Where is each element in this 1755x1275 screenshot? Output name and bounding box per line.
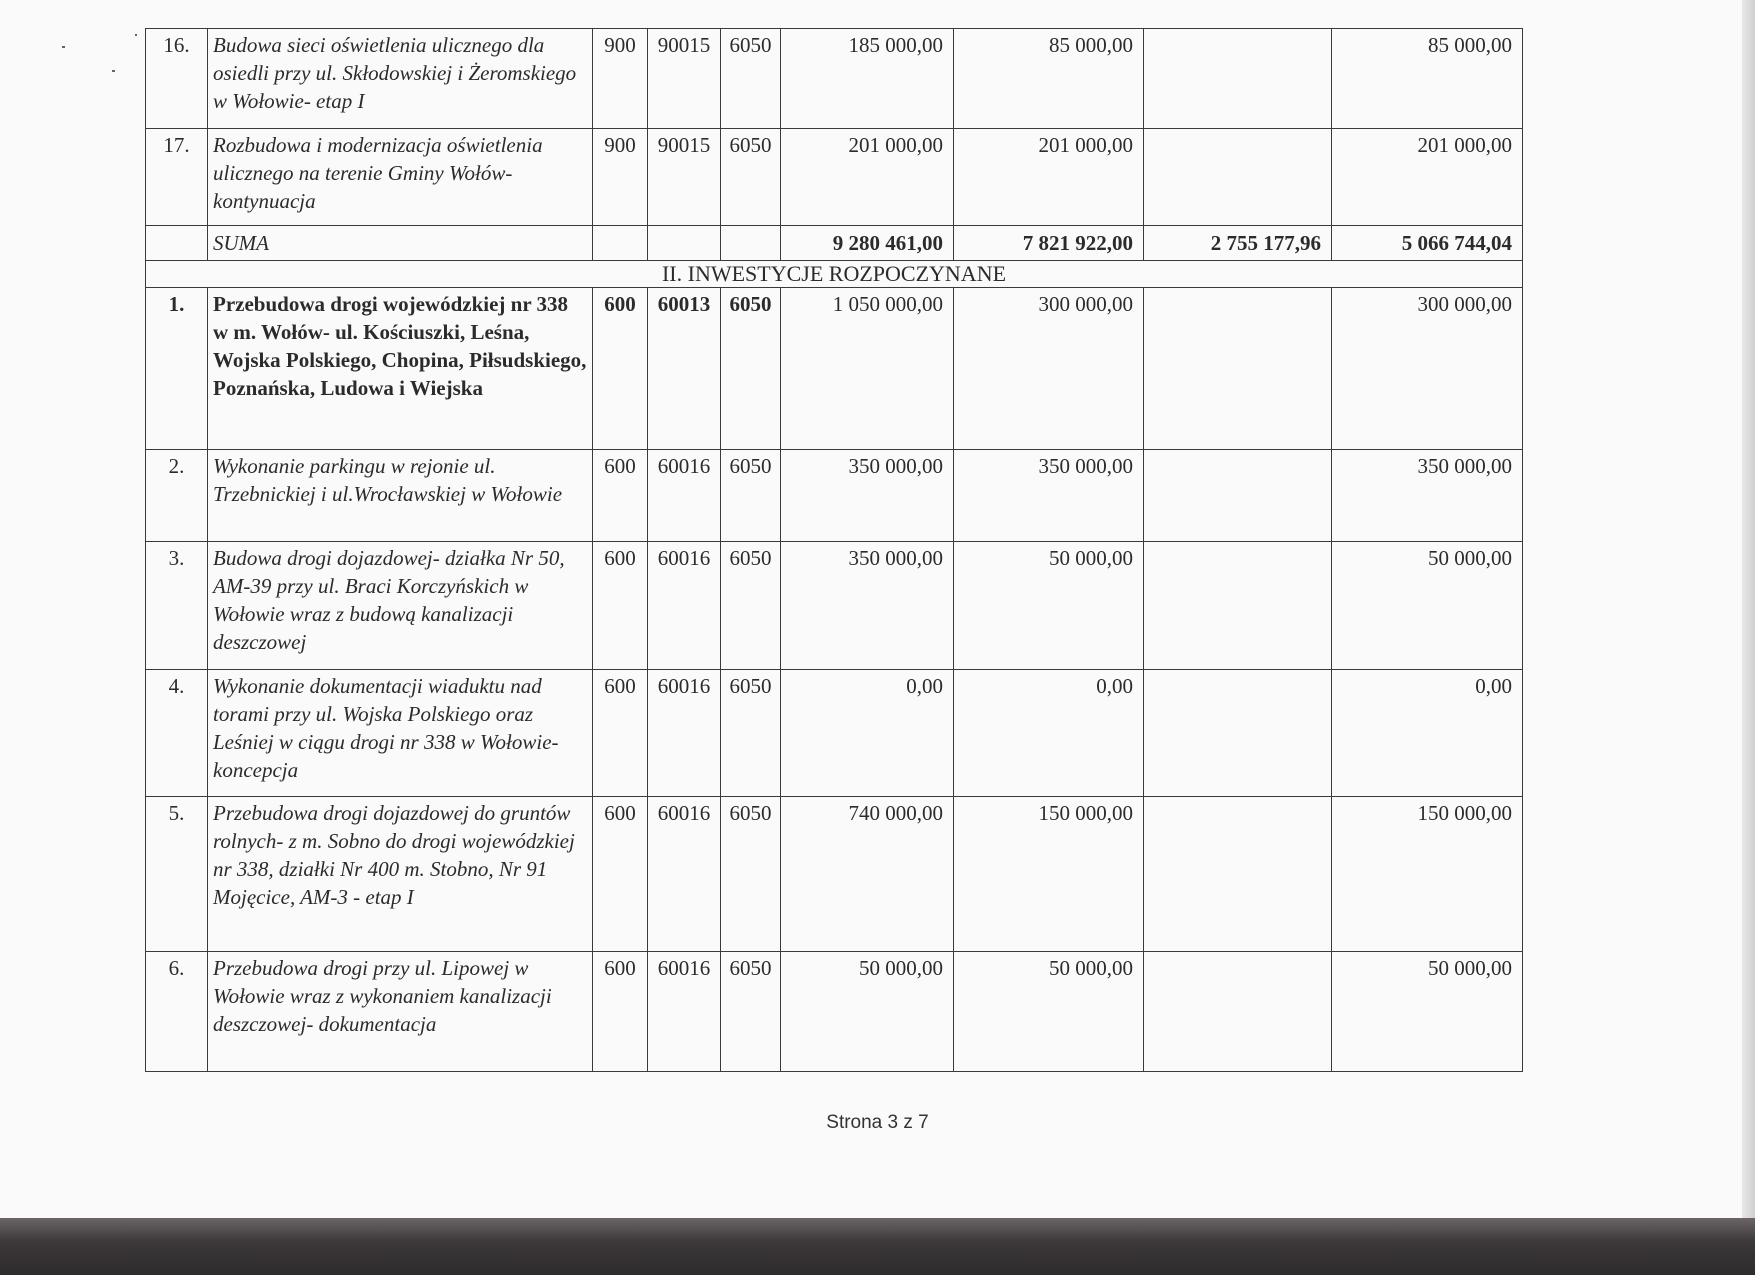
amount-cell — [1144, 670, 1332, 797]
scan-speck — [62, 46, 65, 48]
table-row — [146, 29, 1523, 129]
task-name: Przebudowa drogi dojazdowej do gruntów rolnych- z m. Sobno do drogi wojewódzkiej nr 338, działki Nr 400 m. Stobno, Nr 91 Mojęcice, AM-3 - etap I — [208, 797, 593, 952]
table-row — [146, 670, 1523, 797]
scan-speck — [135, 34, 137, 36]
table-row — [146, 450, 1523, 542]
table-body — [146, 29, 1523, 1072]
task-name: Budowa drogi dojazdowej- działka Nr 50, AM-39 przy ul. Braci Korczyńskich w Wołowie wraz z budową kanalizacji deszczowej — [208, 542, 593, 670]
row-number: 2. — [146, 450, 208, 542]
table-row — [146, 288, 1523, 450]
dzial-code: 600 — [593, 288, 648, 450]
amount-cell: 201 000,00 — [1332, 129, 1523, 226]
row-number: 5. — [146, 797, 208, 952]
amount-cell: 0,00 — [781, 670, 954, 797]
amount-cell: 85 000,00 — [1332, 29, 1523, 129]
sum-amount: 9 280 461,00 — [781, 226, 954, 261]
paragraf-code: 6050 — [721, 450, 781, 542]
row-number: 1. — [146, 288, 208, 450]
amount-cell — [1144, 288, 1332, 450]
amount-cell: 201 000,00 — [781, 129, 954, 226]
paragraf-code: 6050 — [721, 288, 781, 450]
amount-cell: 350 000,00 — [1332, 450, 1523, 542]
rozdzial-code: 60013 — [648, 288, 721, 450]
amount-cell: 350 000,00 — [781, 542, 954, 670]
empty-cell — [593, 226, 648, 261]
table-row — [146, 129, 1523, 226]
table-row — [146, 952, 1523, 1072]
amount-cell: 50 000,00 — [954, 542, 1144, 670]
amount-cell: 50 000,00 — [781, 952, 954, 1072]
empty-cell — [721, 226, 781, 261]
page-footer: Strona 3 z 7 — [826, 1112, 929, 1133]
amount-cell: 50 000,00 — [1332, 952, 1523, 1072]
investment-table — [145, 28, 1523, 1072]
amount-cell: 150 000,00 — [954, 797, 1144, 952]
paragraf-code: 6050 — [721, 542, 781, 670]
dzial-code: 600 — [593, 670, 648, 797]
row-number: 3. — [146, 542, 208, 670]
rozdzial-code: 90015 — [648, 29, 721, 129]
amount-cell: 0,00 — [954, 670, 1144, 797]
dzial-code: 600 — [593, 952, 648, 1072]
amount-cell — [1144, 129, 1332, 226]
rozdzial-code: 60016 — [648, 952, 721, 1072]
row-number: 6. — [146, 952, 208, 1072]
rozdzial-code: 90015 — [648, 129, 721, 226]
amount-cell: 150 000,00 — [1332, 797, 1523, 952]
amount-cell: 1 050 000,00 — [781, 288, 954, 450]
paragraf-code: 6050 — [721, 952, 781, 1072]
amount-cell: 300 000,00 — [1332, 288, 1523, 450]
rozdzial-code: 60016 — [648, 797, 721, 952]
paragraf-code: 6050 — [721, 670, 781, 797]
sum-label: SUMA — [208, 226, 593, 261]
dzial-code: 900 — [593, 29, 648, 129]
sum-amount: 5 066 744,04 — [1332, 226, 1523, 261]
amount-cell: 0,00 — [1332, 670, 1523, 797]
paragraf-code: 6050 — [721, 129, 781, 226]
task-name: Przebudowa drogi wojewódzkiej nr 338 w m. Wołów- ul. Kościuszki, Leśna, Wojska Polskiego, Chopina, Piłsudskiego, Poznańska, Ludowa i Wiejska — [208, 288, 593, 450]
paragraf-code: 6050 — [721, 797, 781, 952]
rozdzial-code: 60016 — [648, 542, 721, 670]
sum-amount: 2 755 177,96 — [1144, 226, 1332, 261]
section-title: II. INWESTYCJE ROZPOCZYNANE — [146, 261, 1523, 288]
scan-speck — [112, 70, 115, 72]
dzial-code: 600 — [593, 450, 648, 542]
row-number: 4. — [146, 670, 208, 797]
scanner-bed-edge — [0, 1218, 1755, 1275]
dzial-code: 600 — [593, 542, 648, 670]
sum-amount: 7 821 922,00 — [954, 226, 1144, 261]
amount-cell — [1144, 450, 1332, 542]
task-name: Budowa sieci oświetlenia ulicznego dla osiedli przy ul. Skłodowskiej i Żeromskiego w Wołowie- etap I — [208, 29, 593, 129]
amount-cell: 185 000,00 — [781, 29, 954, 129]
row-number: 16. — [146, 29, 208, 129]
amount-cell: 740 000,00 — [781, 797, 954, 952]
page-edge-shadow — [1742, 0, 1755, 1218]
table-row — [146, 797, 1523, 952]
amount-cell — [1144, 952, 1332, 1072]
paragraf-code: 6050 — [721, 29, 781, 129]
dzial-code: 600 — [593, 797, 648, 952]
amount-cell: 50 000,00 — [1332, 542, 1523, 670]
task-name: Wykonanie parkingu w rejonie ul. Trzebnickiej i ul.Wrocławskiej w Wołowie — [208, 450, 593, 542]
sum-row — [146, 226, 1523, 261]
amount-cell: 350 000,00 — [781, 450, 954, 542]
row-number: 17. — [146, 129, 208, 226]
amount-cell: 50 000,00 — [954, 952, 1144, 1072]
amount-cell: 85 000,00 — [954, 29, 1144, 129]
amount-cell: 300 000,00 — [954, 288, 1144, 450]
amount-cell — [1144, 542, 1332, 670]
task-name: Wykonanie dokumentacji wiaduktu nad torami przy ul. Wojska Polskiego oraz Leśniej w ciągu drogi nr 338 w Wołowie- koncepcja — [208, 670, 593, 797]
amount-cell: 350 000,00 — [954, 450, 1144, 542]
section-header-row — [146, 261, 1523, 288]
amount-cell: 201 000,00 — [954, 129, 1144, 226]
empty-cell — [648, 226, 721, 261]
amount-cell — [1144, 797, 1332, 952]
task-name: Przebudowa drogi przy ul. Lipowej w Wołowie wraz z wykonaniem kanalizacji deszczowej- dokumentacja — [208, 952, 593, 1072]
sum-number-cell — [146, 226, 208, 261]
task-name: Rozbudowa i modernizacja oświetlenia ulicznego na terenie Gminy Wołów- kontynuacja — [208, 129, 593, 226]
table-row — [146, 542, 1523, 670]
dzial-code: 900 — [593, 129, 648, 226]
amount-cell — [1144, 29, 1332, 129]
rozdzial-code: 60016 — [648, 670, 721, 797]
rozdzial-code: 60016 — [648, 450, 721, 542]
